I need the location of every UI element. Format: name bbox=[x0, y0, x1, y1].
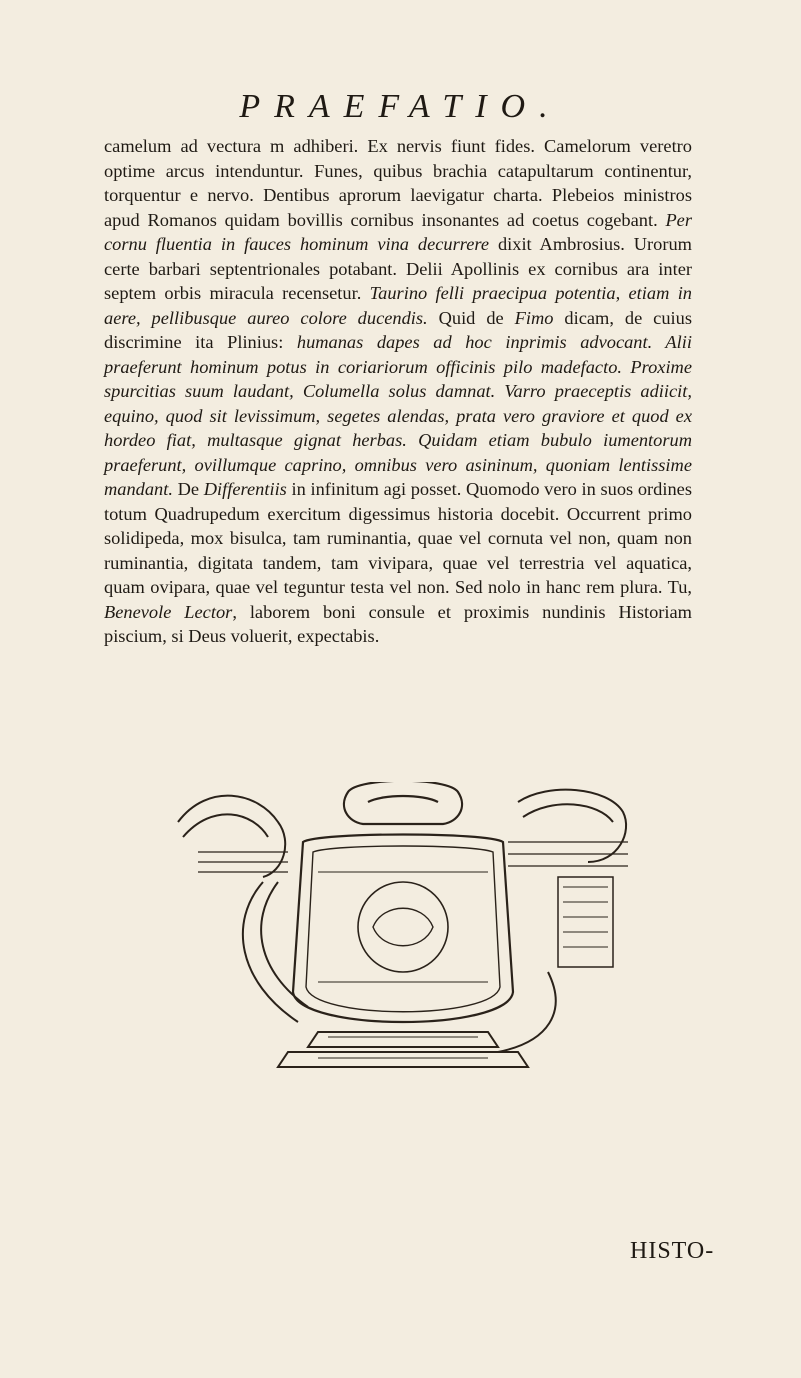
italic-run: humanas dapes ad hoc inprimis advocant. Alii praeferunt hominum potus in coriariorum officinis pilo madefacto. Proxime spurcitias suum laudant, Columella solus damnat. Varro praeceptis adiicit, equino, quod sit levissimum, segetes alendas, prata vero graviore et quod ex hordeo fiat, multasque gignat herbas. Quidam etiam bubulo iumentorum praeferunt, ovillumque caprino, omnibus vero asininum, quoniam lentissime mandant. bbox=[104, 332, 692, 499]
right-ornament bbox=[498, 790, 628, 1052]
roman-run: in infinitum agi posset. Quomodo vero in suos ordines totum Quadrupedum exercitum digessimus historia docebit. Occurrent primo solidipeda, mox bisulca, tam ruminantia, quae vel cornuta vel non, quam non ruminantia, digitata tandem, tam vivipara, quae vel terrestria vel aquatica, quam ovipara, quae vel teguntur testa vel non. Sed nolo in hanc rem plura. Tu, bbox=[104, 479, 692, 597]
roman-run: dixit Ambrosius. Urorum certe barbari septentrionales potabant. Delii Apollinis ex cornibus ara inter septem orbis miracula recensetur. bbox=[104, 234, 692, 303]
italic-run: Benevole Lector bbox=[104, 601, 233, 622]
engraved-vignette bbox=[168, 782, 636, 1072]
italic-run: Taurino felli praecipua potentia, etiam in aere, pellibusque aureo colore ducendis. bbox=[104, 283, 693, 328]
catchword: HISTO- bbox=[630, 1238, 715, 1264]
central-cartouche bbox=[293, 782, 513, 1022]
pedestal bbox=[278, 1032, 528, 1067]
roman-run: camelum ad vectura m adhiberi. Ex nervis fiunt fides. Camelorum veretro optime arcus intenduntur. Funes, quibus brachia catapultarum continentur, torquentur e nervo. Dentibus aprorum laevigatur charta. Plebeios ministros apud Romanos quidam bovillis cornibus insonantes ad coetus cogebant. bbox=[104, 136, 692, 230]
italic-run: Per cornu fluentia in fauces hominum vina decurrere bbox=[104, 209, 692, 254]
roman-run: Quid de bbox=[427, 307, 515, 328]
preface-paragraph bbox=[104, 134, 692, 649]
preface-text bbox=[104, 134, 692, 649]
italic-run: Fimo bbox=[514, 307, 554, 328]
roman-run: dicam, de cuius discrimine ita Plinius: bbox=[104, 307, 692, 352]
italic-run: Differentiis bbox=[203, 479, 287, 499]
running-head: PRAEFATIO. bbox=[239, 88, 562, 125]
roman-run: , laborem boni consule et proximis nundinis Historiam piscium, si Deus voluerit, expectabis. bbox=[104, 601, 692, 646]
roman-run: De bbox=[172, 479, 204, 499]
left-ornament bbox=[178, 796, 308, 1022]
